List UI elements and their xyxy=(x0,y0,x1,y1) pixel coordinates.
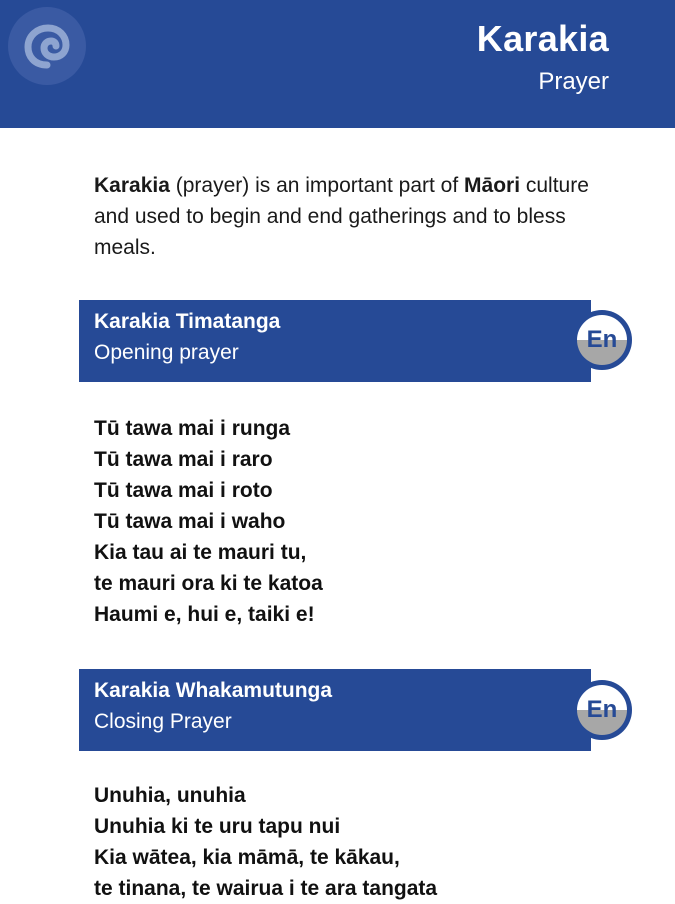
page-subtitle: Prayer xyxy=(538,68,609,95)
section-header-opening xyxy=(79,300,591,382)
prayer-line: Tū tawa mai i waho xyxy=(94,510,286,533)
koru-spiral-icon[interactable] xyxy=(8,7,86,85)
prayer-line: Unuhia ki te uru tapu nui xyxy=(94,815,341,838)
app-header xyxy=(0,0,675,128)
intro-term: Karakia xyxy=(94,174,170,197)
closing-prayer-text xyxy=(94,780,614,904)
english-translation-button[interactable] xyxy=(572,310,632,370)
prayer-line: te tinana, te wairua i te ara tangata xyxy=(94,877,438,900)
prayer-line: Tū tawa mai i raro xyxy=(94,448,273,471)
intro-text-a: (prayer) is an important part of xyxy=(169,174,465,197)
intro-paragraph xyxy=(94,170,594,263)
prayer-line: Tū tawa mai i roto xyxy=(94,479,273,502)
english-translation-button[interactable] xyxy=(572,680,632,740)
opening-prayer-text xyxy=(94,413,614,630)
prayer-line: Tū tawa mai i runga xyxy=(94,417,291,440)
intro-text-b: culture and used to begin and end gatherings and to bless meals. xyxy=(94,174,589,259)
section-header-closing xyxy=(79,669,591,751)
prayer-line: Unuhia, unuhia xyxy=(94,784,246,807)
prayer-line: Kia tau ai te mauri tu, xyxy=(94,541,307,564)
section-title: Karakia Whakamutunga xyxy=(94,679,333,702)
section-subtitle: Opening prayer xyxy=(94,341,239,364)
page-title: Karakia xyxy=(476,18,609,59)
section-title: Karakia Timatanga xyxy=(94,310,281,333)
section-subtitle: Closing Prayer xyxy=(94,710,232,733)
en-label: En xyxy=(577,315,627,365)
en-label: En xyxy=(577,685,627,735)
prayer-line: te mauri ora ki te katoa xyxy=(94,572,323,595)
prayer-line: Kia wātea, kia māmā, te kākau, xyxy=(94,846,400,869)
prayer-line: Haumi e, hui e, taiki e! xyxy=(94,603,315,626)
intro-culture: Māori xyxy=(464,174,521,197)
